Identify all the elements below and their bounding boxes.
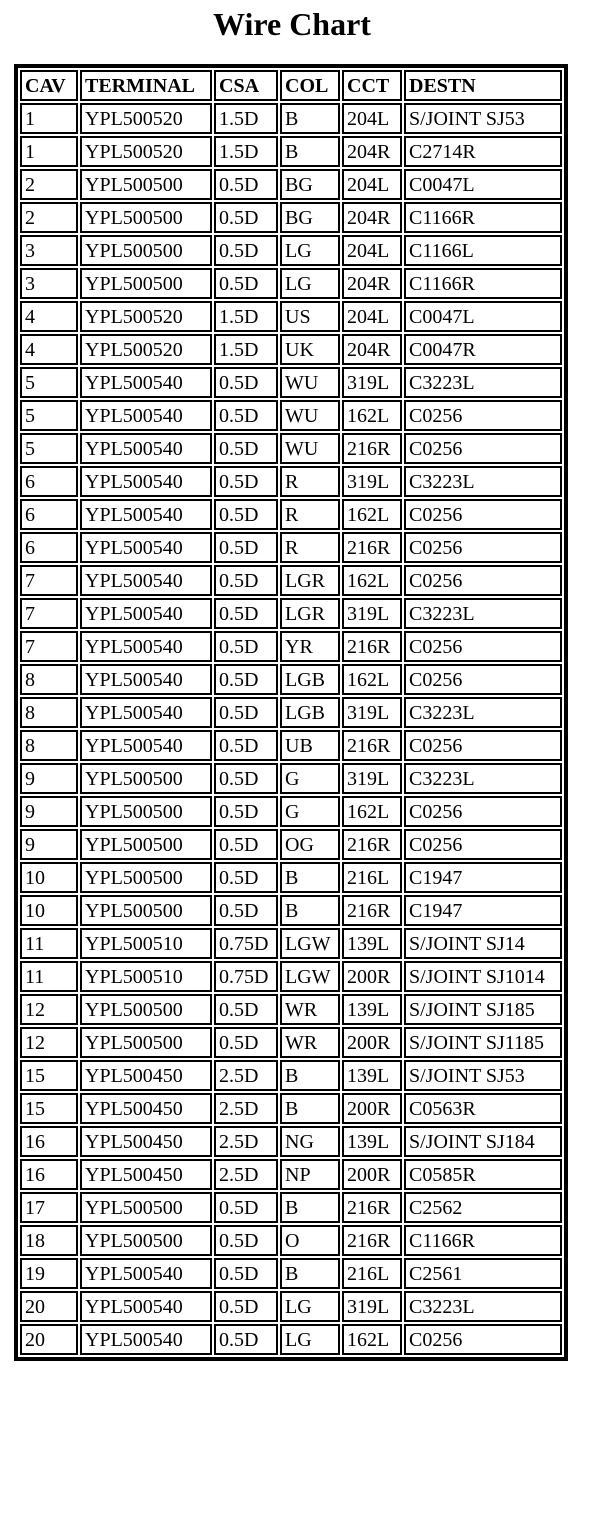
cell-csa: 0.5D — [214, 1291, 278, 1322]
cell-destn: C3223L — [404, 1291, 562, 1322]
cell-destn: C1166R — [404, 268, 562, 299]
cell-csa: 2.5D — [214, 1159, 278, 1190]
table-row — [20, 433, 562, 464]
cell-destn: C0256 — [404, 829, 562, 860]
cell-col: B — [280, 1192, 340, 1223]
cell-terminal: YPL500500 — [80, 994, 212, 1025]
cell-destn: C0256 — [404, 730, 562, 761]
cell-cct: 204R — [342, 136, 402, 167]
cell-terminal: YPL500540 — [80, 1258, 212, 1289]
cell-cav: 8 — [20, 697, 78, 728]
cell-cav: 9 — [20, 829, 78, 860]
cell-cct: 139L — [342, 1060, 402, 1091]
cell-col: LGW — [280, 928, 340, 959]
cell-terminal: YPL500540 — [80, 1291, 212, 1322]
table-row — [20, 631, 562, 662]
cell-cav: 5 — [20, 433, 78, 464]
table-row — [20, 928, 562, 959]
cell-col: LGR — [280, 598, 340, 629]
cell-cct: 162L — [342, 664, 402, 695]
table-row — [20, 1225, 562, 1256]
cell-cct: 204L — [342, 169, 402, 200]
cell-terminal: YPL500540 — [80, 466, 212, 497]
cell-csa: 0.5D — [214, 169, 278, 200]
cell-cct: 162L — [342, 400, 402, 431]
cell-cav: 11 — [20, 928, 78, 959]
cell-col: B — [280, 1258, 340, 1289]
cell-csa: 0.5D — [214, 499, 278, 530]
cell-csa: 0.75D — [214, 928, 278, 959]
cell-cav: 6 — [20, 532, 78, 563]
cell-destn: C3223L — [404, 697, 562, 728]
cell-terminal: YPL500540 — [80, 1324, 212, 1355]
cell-cct: 216R — [342, 730, 402, 761]
cell-terminal: YPL500520 — [80, 334, 212, 365]
cell-cav: 9 — [20, 763, 78, 794]
cell-terminal: YPL500450 — [80, 1126, 212, 1157]
cell-destn: S/JOINT SJ185 — [404, 994, 562, 1025]
cell-cct: 204R — [342, 334, 402, 365]
cell-cav: 6 — [20, 499, 78, 530]
table-row — [20, 565, 562, 596]
cell-col: R — [280, 499, 340, 530]
cell-destn: C1166R — [404, 202, 562, 233]
cell-cct: 216R — [342, 433, 402, 464]
cell-destn: C0256 — [404, 532, 562, 563]
table-row — [20, 796, 562, 827]
cell-csa: 0.5D — [214, 268, 278, 299]
cell-terminal: YPL500540 — [80, 400, 212, 431]
cell-csa: 0.5D — [214, 763, 278, 794]
cell-csa: 0.5D — [214, 235, 278, 266]
cell-col: B — [280, 1093, 340, 1124]
cell-terminal: YPL500500 — [80, 1027, 212, 1058]
cell-cav: 19 — [20, 1258, 78, 1289]
cell-destn: C0256 — [404, 433, 562, 464]
table-row — [20, 895, 562, 926]
cell-col: WU — [280, 433, 340, 464]
cell-csa: 1.5D — [214, 301, 278, 332]
table-row — [20, 301, 562, 332]
cell-col: YR — [280, 631, 340, 662]
table-row — [20, 829, 562, 860]
cell-col: WU — [280, 367, 340, 398]
cell-col: B — [280, 1060, 340, 1091]
cell-terminal: YPL500500 — [80, 268, 212, 299]
cell-cav: 5 — [20, 367, 78, 398]
cell-csa: 1.5D — [214, 103, 278, 134]
cell-col: B — [280, 895, 340, 926]
cell-cct: 216L — [342, 1258, 402, 1289]
cell-destn: S/JOINT SJ53 — [404, 103, 562, 134]
cell-terminal: YPL500540 — [80, 664, 212, 695]
cell-csa: 0.5D — [214, 400, 278, 431]
cell-terminal: YPL500450 — [80, 1060, 212, 1091]
cell-terminal: YPL500500 — [80, 895, 212, 926]
table-row — [20, 400, 562, 431]
cell-csa: 0.5D — [214, 367, 278, 398]
cell-cav: 8 — [20, 730, 78, 761]
cell-terminal: YPL500540 — [80, 433, 212, 464]
cell-csa: 0.5D — [214, 433, 278, 464]
cell-terminal: YPL500540 — [80, 565, 212, 596]
cell-destn: C3223L — [404, 763, 562, 794]
table-row — [20, 1258, 562, 1289]
cell-destn: C0256 — [404, 499, 562, 530]
cell-col: G — [280, 763, 340, 794]
cell-destn: S/JOINT SJ53 — [404, 1060, 562, 1091]
cell-terminal: YPL500450 — [80, 1159, 212, 1190]
cell-cav: 5 — [20, 400, 78, 431]
cell-terminal: YPL500520 — [80, 103, 212, 134]
cell-terminal: YPL500510 — [80, 928, 212, 959]
cell-cav: 2 — [20, 169, 78, 200]
cell-terminal: YPL500540 — [80, 730, 212, 761]
cell-cct: 216R — [342, 631, 402, 662]
cell-cav: 12 — [20, 994, 78, 1025]
table-row — [20, 103, 562, 134]
cell-terminal: YPL500540 — [80, 697, 212, 728]
cell-terminal: YPL500520 — [80, 301, 212, 332]
cell-csa: 0.5D — [214, 1258, 278, 1289]
cell-col: UK — [280, 334, 340, 365]
cell-destn: C0047R — [404, 334, 562, 365]
cell-cct: 162L — [342, 565, 402, 596]
cell-csa: 2.5D — [214, 1126, 278, 1157]
table-row — [20, 730, 562, 761]
wire-chart-table — [14, 64, 568, 1361]
cell-cct: 139L — [342, 1126, 402, 1157]
table-row — [20, 268, 562, 299]
cell-col: OG — [280, 829, 340, 860]
cell-terminal: YPL500500 — [80, 796, 212, 827]
cell-col: LGB — [280, 697, 340, 728]
cell-terminal: YPL500540 — [80, 532, 212, 563]
cell-destn: S/JOINT SJ1014 — [404, 961, 562, 992]
cell-csa: 0.5D — [214, 532, 278, 563]
cell-destn: C2561 — [404, 1258, 562, 1289]
cell-destn: C3223L — [404, 466, 562, 497]
table-body — [20, 103, 562, 1355]
cell-col: O — [280, 1225, 340, 1256]
cell-destn: C0256 — [404, 1324, 562, 1355]
cell-cav: 4 — [20, 301, 78, 332]
cell-col: NP — [280, 1159, 340, 1190]
cell-cav: 3 — [20, 235, 78, 266]
page-title: Wire Chart — [213, 6, 371, 42]
cell-csa: 2.5D — [214, 1060, 278, 1091]
cell-col: WU — [280, 400, 340, 431]
column-header-col: COL — [280, 70, 340, 101]
cell-terminal: YPL500520 — [80, 136, 212, 167]
table-row — [20, 202, 562, 233]
cell-csa: 0.5D — [214, 895, 278, 926]
cell-cct: 216R — [342, 532, 402, 563]
cell-csa: 0.5D — [214, 466, 278, 497]
cell-csa: 0.5D — [214, 1027, 278, 1058]
cell-col: R — [280, 532, 340, 563]
column-header-csa: CSA — [214, 70, 278, 101]
cell-csa: 0.5D — [214, 697, 278, 728]
table-row — [20, 136, 562, 167]
cell-terminal: YPL500450 — [80, 1093, 212, 1124]
cell-terminal: YPL500540 — [80, 598, 212, 629]
cell-cav: 20 — [20, 1324, 78, 1355]
cell-cct: 200R — [342, 1159, 402, 1190]
cell-cct: 204R — [342, 268, 402, 299]
table-row — [20, 1060, 562, 1091]
cell-destn: C0047L — [404, 301, 562, 332]
cell-csa: 0.5D — [214, 202, 278, 233]
cell-col: WR — [280, 994, 340, 1025]
cell-csa: 0.5D — [214, 664, 278, 695]
cell-destn: C0047L — [404, 169, 562, 200]
table-row — [20, 466, 562, 497]
cell-destn: C3223L — [404, 367, 562, 398]
cell-cct: 319L — [342, 763, 402, 794]
cell-col: LGR — [280, 565, 340, 596]
cell-cct: 204R — [342, 202, 402, 233]
cell-destn: C1166R — [404, 1225, 562, 1256]
table-row — [20, 334, 562, 365]
cell-terminal: YPL500500 — [80, 829, 212, 860]
cell-col: BG — [280, 169, 340, 200]
cell-col: LG — [280, 1291, 340, 1322]
table-row — [20, 1126, 562, 1157]
cell-cct: 200R — [342, 961, 402, 992]
table-row — [20, 862, 562, 893]
cell-col: R — [280, 466, 340, 497]
cell-cav: 18 — [20, 1225, 78, 1256]
cell-terminal: YPL500540 — [80, 367, 212, 398]
cell-cct: 204L — [342, 301, 402, 332]
cell-terminal: YPL500500 — [80, 1192, 212, 1223]
cell-cav: 12 — [20, 1027, 78, 1058]
cell-cav: 7 — [20, 565, 78, 596]
table-row — [20, 1159, 562, 1190]
cell-cct: 139L — [342, 928, 402, 959]
cell-destn: C0585R — [404, 1159, 562, 1190]
cell-cav: 17 — [20, 1192, 78, 1223]
cell-cav: 6 — [20, 466, 78, 497]
cell-destn: S/JOINT SJ14 — [404, 928, 562, 959]
cell-cav: 9 — [20, 796, 78, 827]
table-row — [20, 598, 562, 629]
cell-cav: 11 — [20, 961, 78, 992]
table-row — [20, 763, 562, 794]
table-row — [20, 961, 562, 992]
table-row — [20, 235, 562, 266]
cell-cav: 2 — [20, 202, 78, 233]
cell-terminal: YPL500500 — [80, 169, 212, 200]
cell-destn: C3223L — [404, 598, 562, 629]
cell-cav: 8 — [20, 664, 78, 695]
table-row — [20, 1192, 562, 1223]
table-row — [20, 1324, 562, 1355]
cell-cct: 204L — [342, 103, 402, 134]
cell-destn: C0256 — [404, 664, 562, 695]
cell-terminal: YPL500540 — [80, 499, 212, 530]
cell-col: G — [280, 796, 340, 827]
cell-destn: C1947 — [404, 895, 562, 926]
cell-destn: C1947 — [404, 862, 562, 893]
cell-col: UB — [280, 730, 340, 761]
cell-cct: 162L — [342, 499, 402, 530]
cell-cav: 1 — [20, 103, 78, 134]
cell-csa: 1.5D — [214, 334, 278, 365]
cell-cct: 162L — [342, 796, 402, 827]
cell-cct: 319L — [342, 1291, 402, 1322]
cell-destn: C0256 — [404, 400, 562, 431]
cell-col: B — [280, 136, 340, 167]
cell-csa: 0.75D — [214, 961, 278, 992]
cell-cav: 7 — [20, 631, 78, 662]
cell-csa: 0.5D — [214, 994, 278, 1025]
table-row — [20, 367, 562, 398]
cell-col: LGW — [280, 961, 340, 992]
cell-cct: 139L — [342, 994, 402, 1025]
table-row — [20, 1093, 562, 1124]
cell-col: B — [280, 862, 340, 893]
cell-col: NG — [280, 1126, 340, 1157]
table-row — [20, 1027, 562, 1058]
cell-destn: S/JOINT SJ1185 — [404, 1027, 562, 1058]
cell-col: LGB — [280, 664, 340, 695]
cell-cav: 20 — [20, 1291, 78, 1322]
cell-csa: 0.5D — [214, 631, 278, 662]
table-row — [20, 1291, 562, 1322]
cell-csa: 0.5D — [214, 565, 278, 596]
cell-terminal: YPL500500 — [80, 862, 212, 893]
table-row — [20, 499, 562, 530]
cell-terminal: YPL500500 — [80, 235, 212, 266]
cell-cct: 216R — [342, 829, 402, 860]
cell-csa: 0.5D — [214, 796, 278, 827]
column-header-cct: CCT — [342, 70, 402, 101]
cell-terminal: YPL500500 — [80, 202, 212, 233]
cell-destn: C0256 — [404, 631, 562, 662]
cell-csa: 0.5D — [214, 1324, 278, 1355]
cell-terminal: YPL500510 — [80, 961, 212, 992]
column-header-cav: CAV — [20, 70, 78, 101]
cell-cav: 16 — [20, 1126, 78, 1157]
cell-cct: 319L — [342, 466, 402, 497]
table-row — [20, 169, 562, 200]
cell-cct: 216L — [342, 862, 402, 893]
cell-cct: 216R — [342, 895, 402, 926]
cell-cct: 216R — [342, 1192, 402, 1223]
cell-col: WR — [280, 1027, 340, 1058]
cell-csa: 1.5D — [214, 136, 278, 167]
cell-destn: C1166L — [404, 235, 562, 266]
cell-cct: 319L — [342, 697, 402, 728]
cell-csa: 0.5D — [214, 598, 278, 629]
cell-destn: C0563R — [404, 1093, 562, 1124]
cell-cav: 10 — [20, 895, 78, 926]
cell-cct: 162L — [342, 1324, 402, 1355]
cell-terminal: YPL500500 — [80, 1225, 212, 1256]
cell-cav: 16 — [20, 1159, 78, 1190]
cell-cct: 204L — [342, 235, 402, 266]
cell-cct: 319L — [342, 367, 402, 398]
cell-col: LG — [280, 235, 340, 266]
cell-destn: C0256 — [404, 565, 562, 596]
cell-cct: 200R — [342, 1093, 402, 1124]
cell-destn: C2714R — [404, 136, 562, 167]
cell-csa: 0.5D — [214, 862, 278, 893]
cell-col: LG — [280, 268, 340, 299]
cell-csa: 0.5D — [214, 1192, 278, 1223]
cell-col: US — [280, 301, 340, 332]
cell-terminal: YPL500540 — [80, 631, 212, 662]
cell-cav: 3 — [20, 268, 78, 299]
cell-cav: 4 — [20, 334, 78, 365]
cell-csa: 0.5D — [214, 730, 278, 761]
table-header-row — [20, 70, 562, 101]
cell-cav: 1 — [20, 136, 78, 167]
cell-cct: 319L — [342, 598, 402, 629]
cell-destn: S/JOINT SJ184 — [404, 1126, 562, 1157]
cell-csa: 2.5D — [214, 1093, 278, 1124]
cell-terminal: YPL500500 — [80, 763, 212, 794]
table-row — [20, 994, 562, 1025]
cell-destn: C0256 — [404, 796, 562, 827]
cell-destn: C2562 — [404, 1192, 562, 1223]
cell-col: B — [280, 103, 340, 134]
cell-csa: 0.5D — [214, 1225, 278, 1256]
table-row — [20, 697, 562, 728]
cell-cct: 200R — [342, 1027, 402, 1058]
cell-cav: 15 — [20, 1060, 78, 1091]
table-row — [20, 532, 562, 563]
cell-col: LG — [280, 1324, 340, 1355]
cell-cav: 7 — [20, 598, 78, 629]
cell-cav: 15 — [20, 1093, 78, 1124]
table-row — [20, 664, 562, 695]
cell-cav: 10 — [20, 862, 78, 893]
column-header-destn: DESTN — [404, 70, 562, 101]
cell-col: BG — [280, 202, 340, 233]
cell-cct: 216R — [342, 1225, 402, 1256]
column-header-terminal: TERMINAL — [80, 70, 212, 101]
cell-csa: 0.5D — [214, 829, 278, 860]
